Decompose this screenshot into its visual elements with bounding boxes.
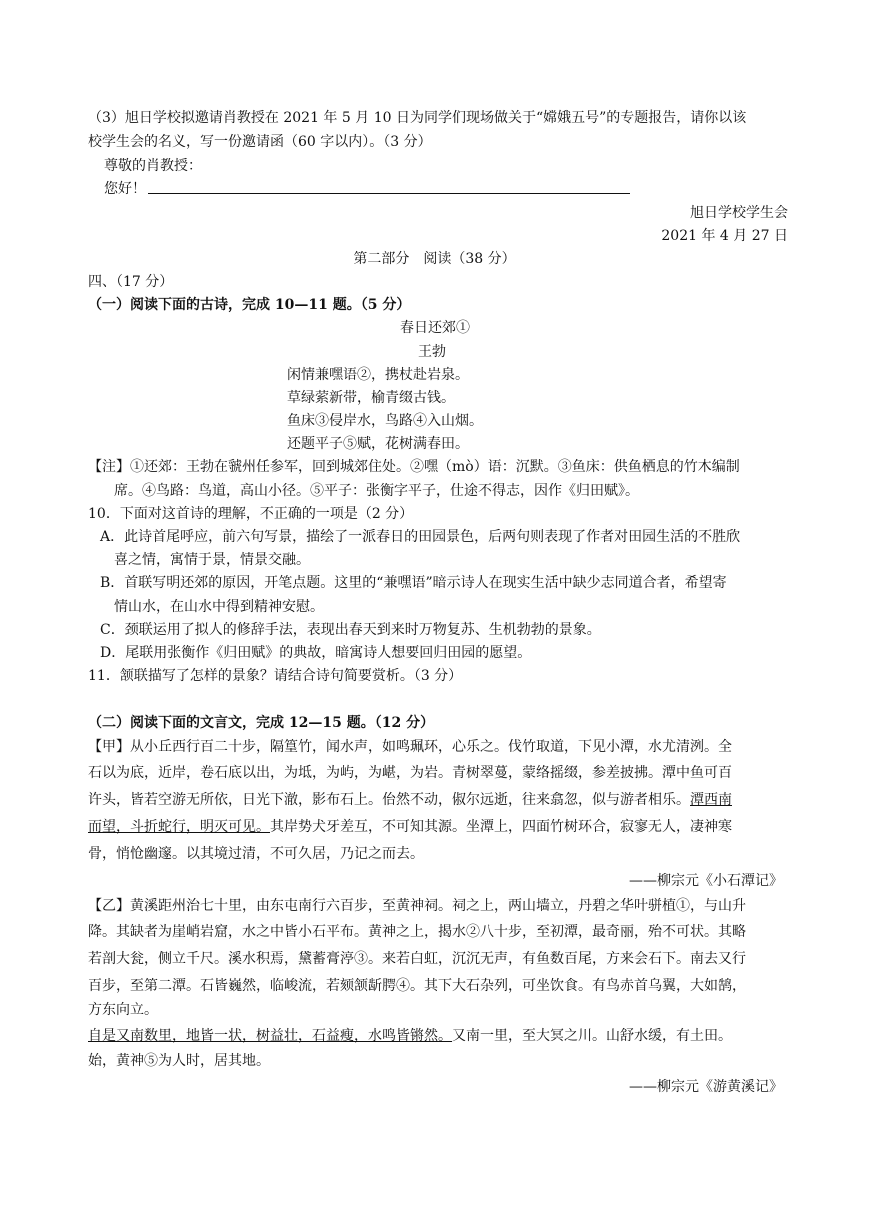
answer-blank-line[interactable] bbox=[148, 193, 630, 194]
passage-yi-line: 方东向立。 bbox=[88, 1002, 158, 1018]
passage-yi-source: ——柳宗元《游黄溪记》 bbox=[629, 1079, 783, 1095]
part2-title: 第二部分 阅读（38 分） bbox=[353, 251, 516, 267]
poem-line: 闲情兼嘿语②，携杖赴岩泉。 bbox=[287, 367, 469, 383]
poem-note-continued: 席。④鸟路：鸟道，高山小径。⑤平子：张衡字平子，仕途不得志，因作《归田赋》。 bbox=[114, 483, 639, 499]
poem-line: 草绿萦新带，榆青缀古钱。 bbox=[287, 390, 455, 406]
option-a-continued: 喜之情，寓情于景，情景交融。 bbox=[114, 552, 310, 568]
passage-yi-line: 始，黄神⑤为人时，居其地。 bbox=[88, 1053, 270, 1069]
option-d: D．尾联用张衡作《归田赋》的典故，暗寓诗人想要回归田园的愿望。 bbox=[100, 645, 532, 661]
question-10: 10．下面对这首诗的理解，不正确的一项是（2 分） bbox=[88, 506, 414, 522]
letter-date: 2021 年 4 月 27 日 bbox=[661, 228, 788, 244]
passage-jia-source: ——柳宗元《小石潭记》 bbox=[629, 873, 783, 889]
passage-jia-line: 石以为底，近岸，卷石底以出，为坻，为屿，为嵁，为岩。青树翠蔓，蒙络摇缀，参差披拂。潭中鱼可百 bbox=[88, 765, 732, 781]
question-11: 11．颔联描写了怎样的景象？请结合诗句简要赏析。（3 分） bbox=[88, 668, 463, 684]
passage-yi-line: 若剖大瓮，侧立千尺。溪水积焉，黛蓄膏渟③。来若白虹，沉沉无声，有鱼数百尾，方来会石下。南去又行 bbox=[88, 951, 746, 967]
passage-yi-line bbox=[88, 1029, 732, 1043]
poem-note: 【注】①还郊：王勃在虢州任参军，回到城郊住处。②嘿（mò）语：沉默。③鱼床：供鱼栖息的竹木编制 bbox=[88, 459, 740, 475]
letter-greeting: 您好！ bbox=[104, 181, 146, 197]
passage-yi-line: 降。其缺者为崖峭岩窟，水之中皆小石平布。黄神之上，揭水②八十步，至初潭，最奇丽，殆不可状。其略 bbox=[88, 924, 746, 940]
q3-line2: 校学生会的名义，写一份邀请函（60 字以内）。（3 分） bbox=[88, 134, 432, 150]
poem-line: 还题平子⑤赋，花树满春田。 bbox=[287, 436, 469, 452]
passage-jia-text: 许头，皆若空游无所依，日光下澈，影布石上。佁然不动，俶尔远逝，往来翕忽，似与游者相乐。 bbox=[88, 792, 690, 808]
poem-section-heading: （一）阅读下面的古诗，完成 10—11 题。（5 分） bbox=[88, 297, 411, 313]
passage-yi-underlined: 自是又南数里，地皆一状，树益壮，石益瘦，水鸣皆锵然。 bbox=[88, 1028, 452, 1044]
option-b-continued: 情山水，在山水中得到精神安慰。 bbox=[114, 599, 324, 615]
passage-jia-line: 【甲】从小丘西行百二十步，隔篁竹，闻水声，如鸣珮环，心乐之。伐竹取道，下见小潭，水尤清洌。全 bbox=[88, 739, 732, 755]
option-c: C．颈联运用了拟人的修辞手法，表现出春天到来时万物复苏、生机勃勃的景象。 bbox=[100, 622, 601, 638]
passage-jia-underlined: 潭西南 bbox=[690, 792, 732, 808]
passage-jia-line bbox=[88, 820, 732, 834]
poem-title: 春日还郊① bbox=[400, 320, 470, 336]
passage-yi-text: 又南一里，至大冥之川。山舒水缓，有土田。 bbox=[452, 1028, 732, 1044]
passage-jia-underlined: 而望，斗折蛇行，明灭可见。 bbox=[88, 819, 270, 835]
prose-section-heading: （二）阅读下面的文言文，完成 12—15 题。（12 分） bbox=[88, 715, 435, 731]
poem-author: 王勃 bbox=[418, 344, 446, 360]
letter-salutation: 尊敬的肖教授： bbox=[104, 158, 202, 174]
passage-jia-text: 其岸势犬牙差互，不可知其源。坐潭上，四面竹树环合，寂寥无人，凄神寒 bbox=[270, 819, 732, 835]
passage-jia-line bbox=[88, 793, 732, 807]
passage-yi-line: 【乙】黄溪距州治七十里，由东屯南行六百步，至黄神祠。祠之上，两山墙立，丹碧之华叶骈植①，与山升 bbox=[88, 898, 746, 914]
option-a: A．此诗首尾呼应，前六句写景，描绘了一派春日的田园景色，后两句则表现了作者对田园生活的不胜欣 bbox=[100, 529, 741, 545]
passage-yi-line: 百步，至第二潭。石皆巍然，临峻流，若颏颔龂腭④。其下大石杂列，可坐饮食。有鸟赤首乌翼，大如鹄， bbox=[88, 978, 746, 994]
option-b: B．首联写明还郊的原因，开笔点题。这里的“兼嘿语”暗示诗人在现实生活中缺少志同道合者，希望寄 bbox=[100, 575, 727, 591]
letter-signature: 旭日学校学生会 bbox=[690, 205, 788, 221]
poem-line: 鱼床③侵岸水，鸟路④入山烟。 bbox=[287, 413, 483, 429]
passage-jia-line: 骨，悄怆幽邃。以其境过清，不可久居，乃记之而去。 bbox=[88, 846, 424, 862]
section4-heading: 四、（17 分） bbox=[88, 274, 174, 290]
q3-line1: （3）旭日学校拟邀请肖教授在 2021 年 5 月 10 日为同学们现场做关于“嫦娥五号”的专题报告，请你以该 bbox=[88, 110, 747, 126]
